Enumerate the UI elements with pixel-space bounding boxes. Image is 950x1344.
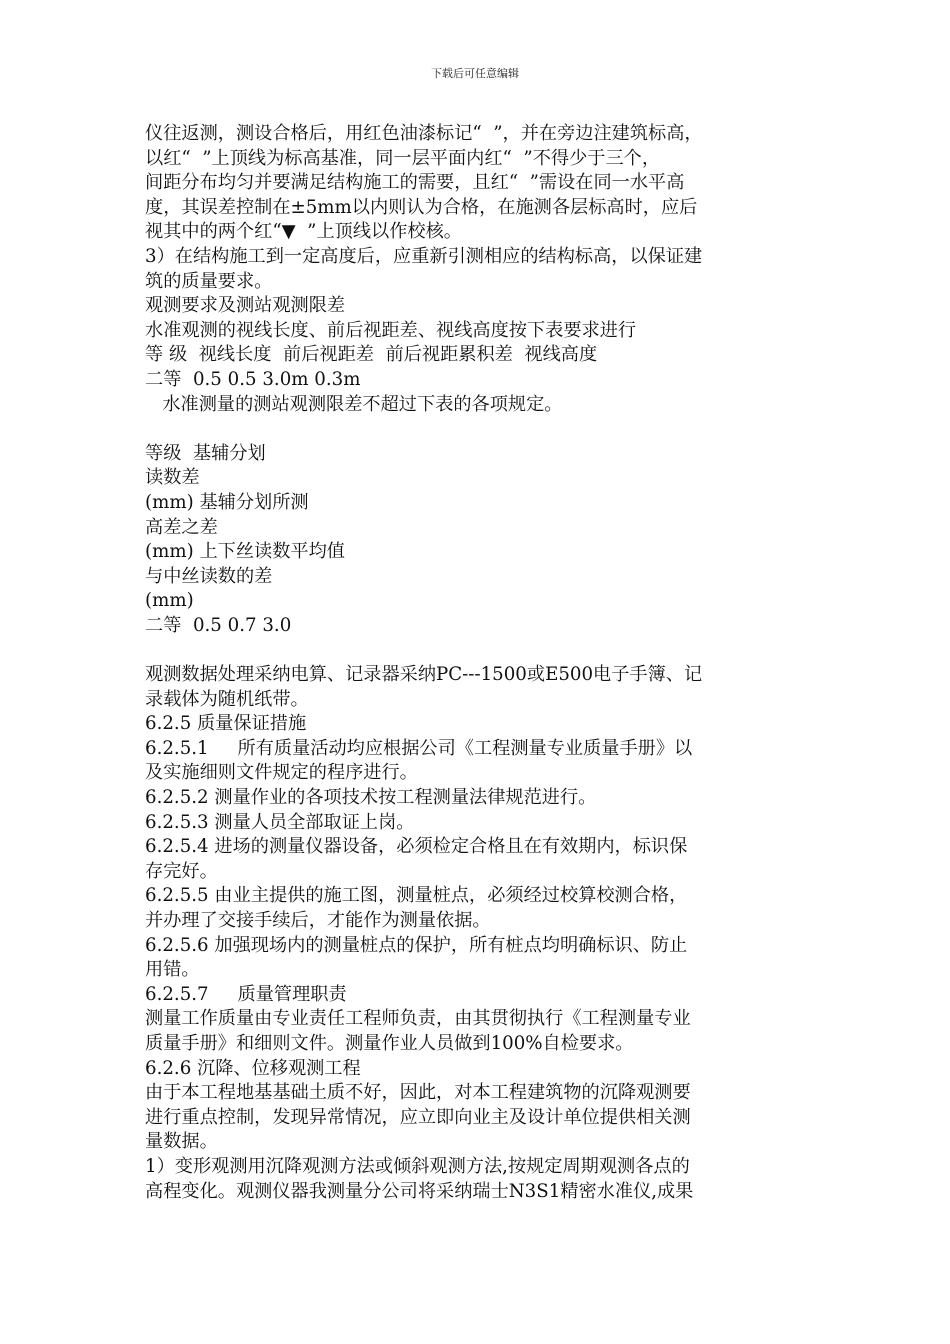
text-line: 1）变形观测用沉降观测方法或倾斜观测方法,按规定周期观测各点的: [145, 1155, 690, 1177]
blank-line: [145, 638, 825, 663]
text-line: 6.2.5.5 由业主提供的施工图，测量桩点，必须经过校算校测合格，: [145, 885, 688, 907]
text-line: 6.2.5.1 所有质量活动均应根据公司《工程测量专业质量手册》以: [145, 737, 693, 759]
text-line: 及实施细则文件规定的程序进行。: [145, 762, 418, 784]
text-line: 观测数据处理采纳电算、记录器采纳PC---1500或E500电子手簿、记: [145, 664, 703, 686]
text-line: 度，其误差控制在±5mm以内则认为合格，在施测各层标高时，应后: [145, 196, 698, 218]
text-line: 3）在结构施工到一定高度后，应重新引测相应的结构标高，以保证建: [145, 245, 703, 267]
text-line: 与中丝读数的差: [145, 565, 273, 587]
document-body: [145, 122, 825, 1204]
text-line: 视其中的两个红“▼ ”上顶线以作校核。: [145, 221, 462, 243]
text-line: 以红“ ”上顶线为标高基准，同一层平面内红“ ”不得少于三个，: [145, 147, 661, 169]
text-line: 6.2.5.3 测量人员全部取证上岗。: [145, 811, 415, 833]
text-line: 量数据。: [145, 1131, 218, 1153]
text-line: 由于本工程地基基础土质不好，因此，对本工程建筑物的沉降观测要: [145, 1082, 691, 1104]
text-line: 二等 0.5 0.5 3.0m 0.3m: [145, 368, 361, 390]
text-line: 高差之差: [145, 516, 218, 538]
text-line: 筑的质量要求。: [145, 270, 273, 292]
page-header: 下载后可任意编辑: [431, 67, 519, 80]
text-line: 质量手册》和细则文件。测量作业人员做到100%自检要求。: [145, 1032, 634, 1054]
text-line: 并办理了交接手续后，才能作为测量依据。: [145, 910, 491, 931]
text-line: 6.2.5.2 测量作业的各项技术按工程测量法律规范进行。: [145, 787, 597, 809]
text-line: 6.2.5.4 进场的测量仪器设备，必须检定合格且在有效期内，标识保: [145, 836, 688, 858]
text-line: 观测要求及测站观测限差: [145, 295, 346, 317]
text-line: 间距分布均匀并要满足结构施工的需要，且红“ ”需设在同一水平高: [145, 172, 685, 194]
text-line: 进行重点控制，发现异常情况，应立即向业主及设计单位提供相关测: [145, 1106, 691, 1128]
text-line: 水准观测的视线长度、前后视距差、视线高度按下表要求进行: [145, 319, 637, 341]
blank-line: [145, 417, 825, 442]
text-line: 水准测量的测站观测限差不超过下表的各项规定。: [145, 393, 563, 415]
text-line: 6.2.6 沉降、位移观测工程: [145, 1057, 361, 1079]
text-line: 高程变化。观测仪器我测量分公司将采纳瑞士N3S1精密水准仪,成果: [145, 1180, 694, 1202]
text-line: 6.2.5 质量保证措施: [145, 713, 307, 735]
text-line: 仪往返测，测设合格后，用红色油漆标记“ ”，并在旁边注建筑标高，: [145, 123, 703, 144]
text-line: (mm) 基辅分划所测: [145, 491, 309, 513]
text-line: 读数差: [145, 467, 200, 489]
text-line: (mm): [145, 590, 194, 612]
text-line: 录载体为随机纸带。: [145, 688, 309, 710]
text-line: (mm) 上下丝读数平均值: [145, 541, 345, 563]
text-line: 存完好。: [145, 860, 218, 882]
text-line: 等级 基辅分划: [145, 442, 266, 464]
text-line: 等 级 视线长度 前后视距差 前后视距累积差 视线高度: [145, 344, 598, 366]
text-line: 6.2.5.6 加强现场内的测量桩点的保护，所有桩点均明确标识、防止: [145, 934, 688, 956]
text-line: 二等 0.5 0.7 3.0: [145, 614, 292, 636]
text-line: 6.2.5.7 质量管理职责: [145, 983, 347, 1005]
text-line: 测量工作质量由专业责任工程师负责，由其贯彻执行《工程测量专业: [145, 1008, 691, 1030]
text-line: 用错。: [145, 959, 200, 981]
